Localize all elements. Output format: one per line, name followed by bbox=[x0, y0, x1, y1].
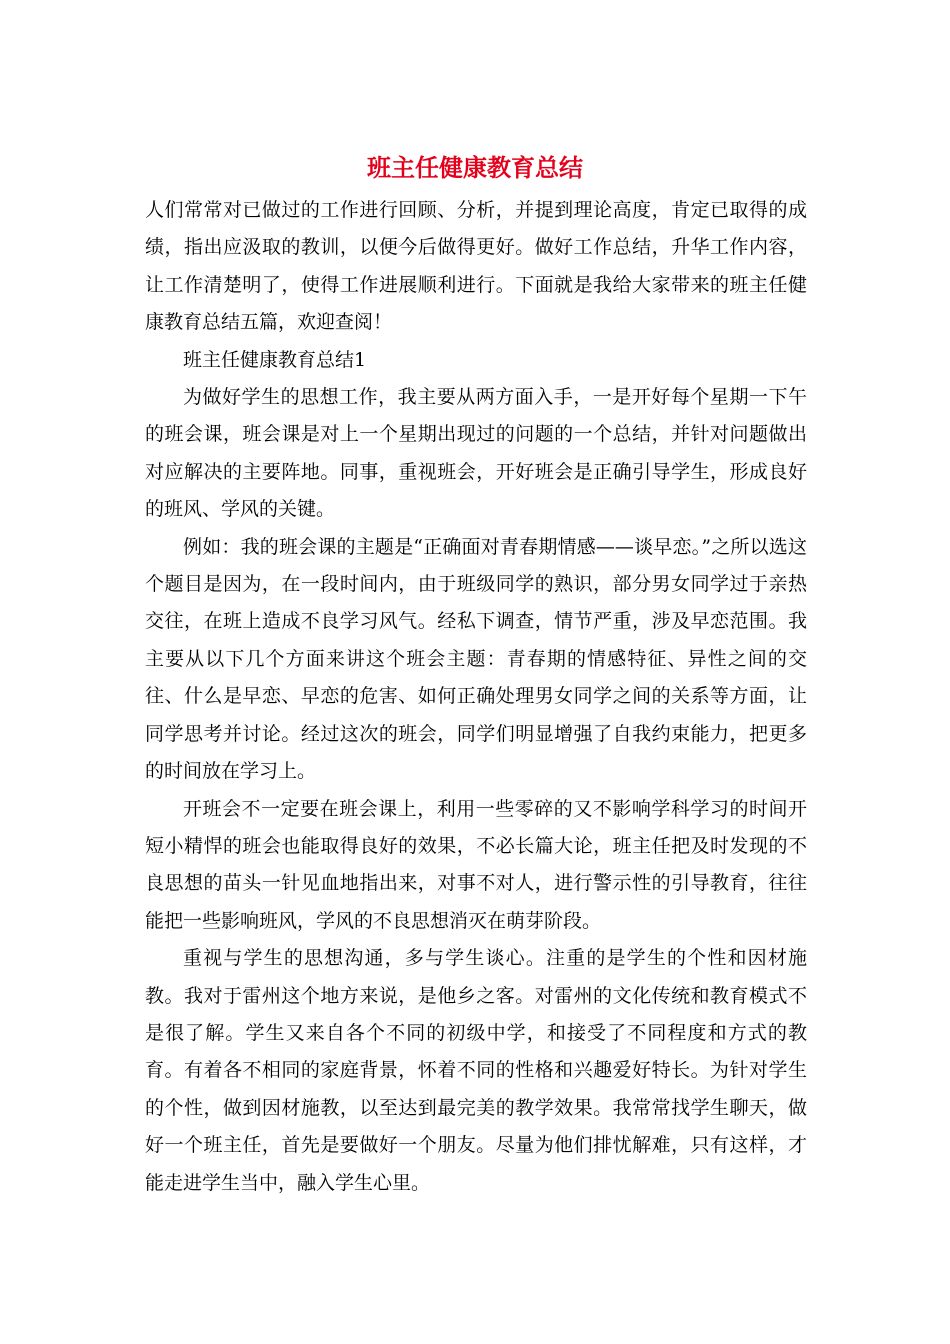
paragraph: 重视与学生的思想沟通，多与学生谈心。注重的是学生的个性和因材施教。我对于雷州这个地方来说，是他乡之客。对雷州的文化传统和教育模式不是很了解。学生又来自各个不同的初级中学，和接受了不同程度和方式的教育。有着各不相同的家庭背景，怀着不同的性格和兴趣爱好特长。为针对学生的个性，做到因材施教，以至达到最完美的教学效果。我常常找学生聊天，做好一个班主任，首先是要做好一个朋友。尽量为他们排忧解难，只有这样，才能走进学生当中，融入学生心里。 bbox=[145, 947, 807, 1194]
paragraph: 开班会不一定要在班会课上，利用一些零碎的又不影响学科学习的时间开短小精悍的班会也能取得良好的效果，不必长篇大论，班主任把及时发现的不良思想的苗头一针见血地指出来，对事不对人，进行警示性的引导教育，往往能把一些影响班风，学风的不良思想消灭在萌芽阶段。 bbox=[145, 797, 807, 932]
paragraph: 例如：我的班会课的主题是“正确面对青春期情感——谈早恋。”之所以选这个题目是因为，在一段时间内，由于班级同学的熟识，部分男女同学过于亲热交往，在班上造成不良学习风气。经私下调查，情节严重，涉及早恋范围。我主要从以下几个方面来讲这个班会主题：青春期的情感特征、异性之间的交往、什么是早恋、早恋的危害、如何正确处理男女同学之间的关系等方面，让同学思考并讨论。经过这次的班会，同学们明显增强了自我约束能力，把更多的时间放在学习上。 bbox=[145, 535, 807, 783]
document-body bbox=[145, 192, 807, 1202]
document-title: 班主任健康教育总结 bbox=[367, 153, 583, 182]
paragraph: 人们常常对已做过的工作进行回顾、分析，并提到理论高度，肯定已取得的成绩，指出应汲取的教训，以便今后做得更好。做好工作总结，升华工作内容，让工作清楚明了，使得工作进展顺利进行。下面就是我给大家带来的班主任健康教育总结五篇，欢迎查阅！ bbox=[145, 199, 807, 334]
section-heading: 班主任健康教育总结1 bbox=[183, 348, 367, 371]
paragraph: 为做好学生的思想工作，我主要从两方面入手，一是开好每个星期一下午的班会课，班会课是对上一个星期出现过的问题的一个总结，并针对问题做出对应解决的主要阵地。同事，重视班会，开好班会是正确引导学生，形成良好的班风、学风的关键。 bbox=[145, 386, 807, 521]
